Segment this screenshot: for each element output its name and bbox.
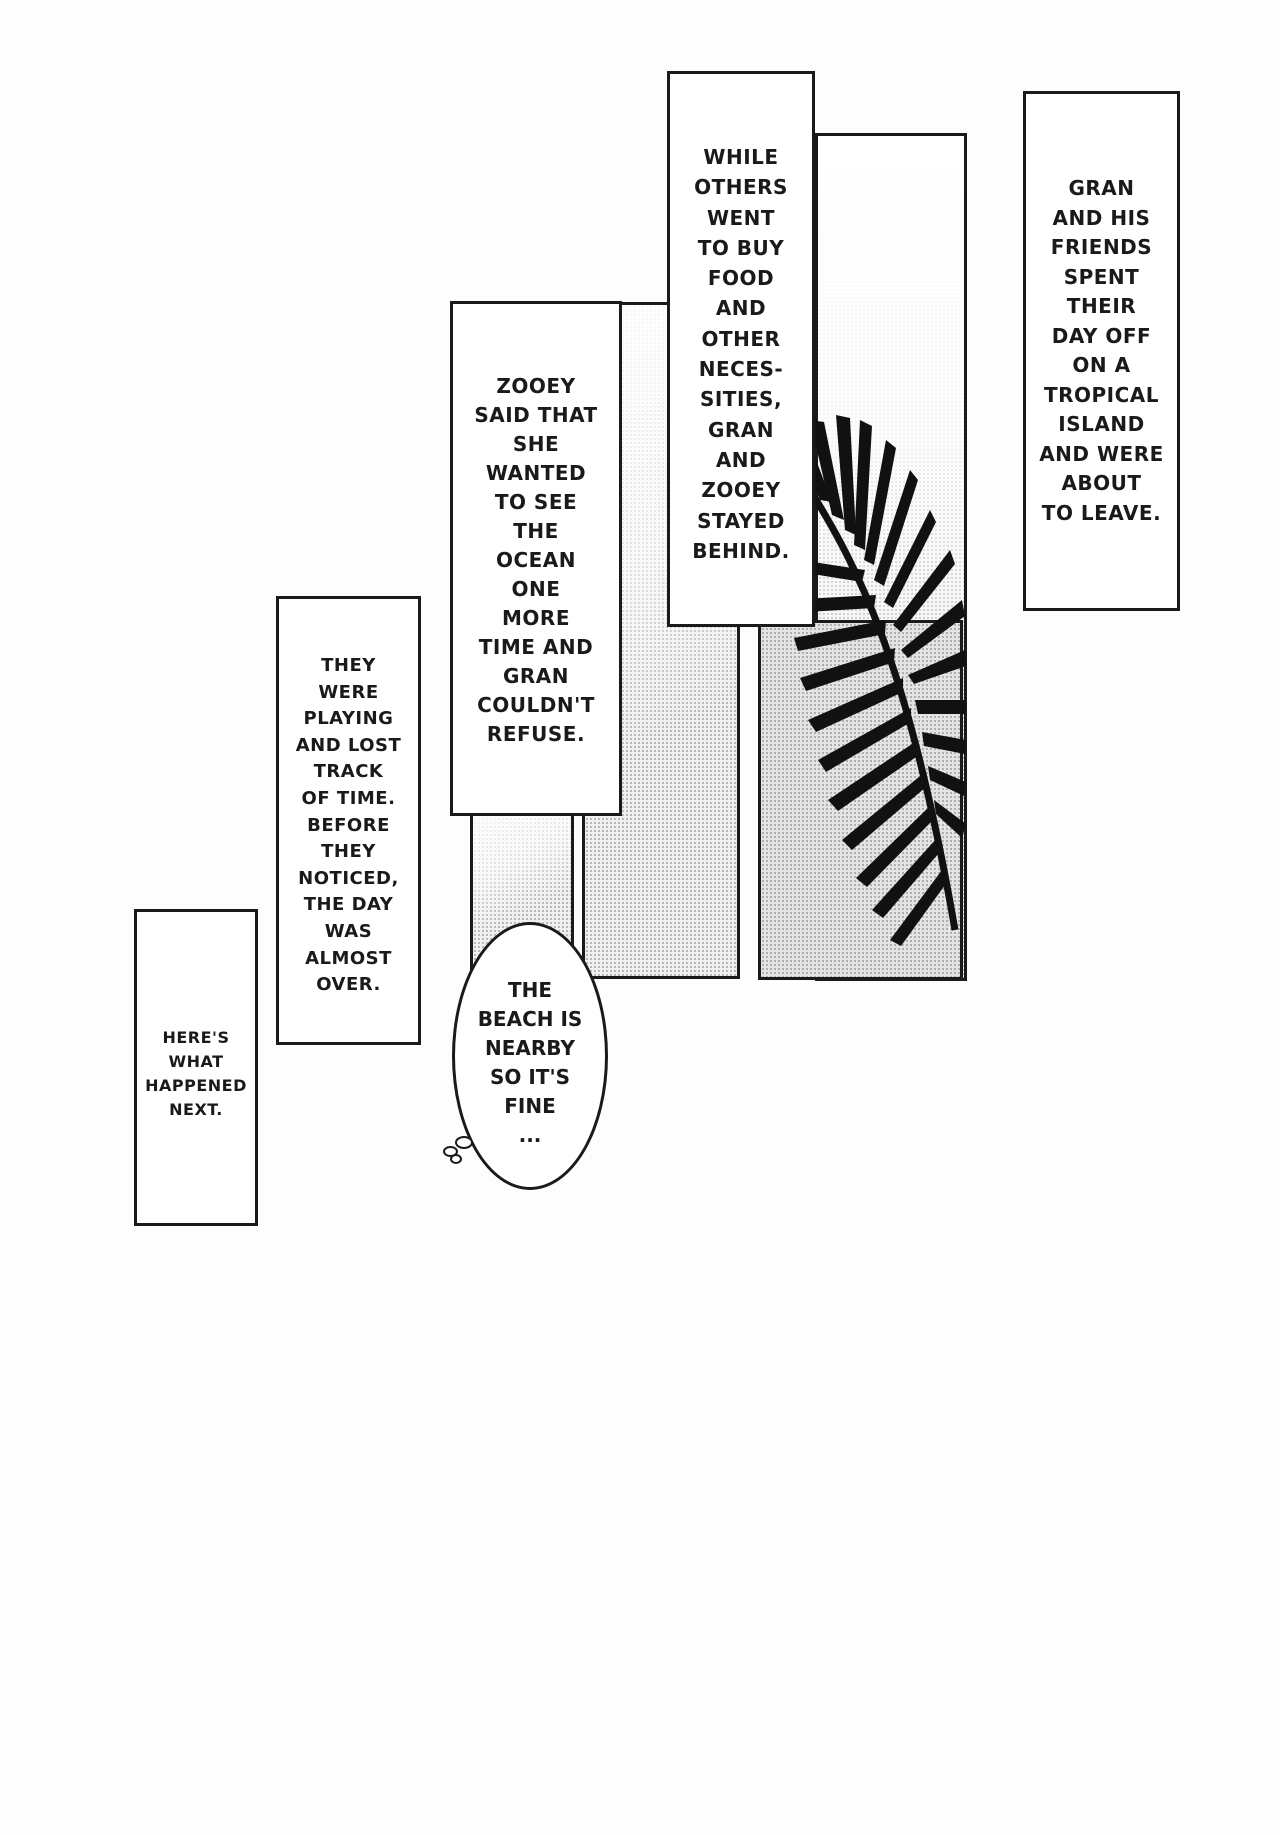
caption-text-heres-what: HERE'S WHAT HAPPENED NEXT. bbox=[145, 1028, 247, 1119]
palm-frond-illustration bbox=[790, 410, 970, 990]
caption-text-zooey-said: ZOOEY SAID THAT SHE WANTED TO SEE THE OCEAN ONE MORE TIME AND GRAN COULDN'T REFUSE. bbox=[474, 374, 598, 746]
caption-box-gran-friends bbox=[1023, 91, 1180, 611]
caption-text-while-others: WHILE OTHERS WENT TO BUY FOOD AND OTHER NECES- SITIES, GRAN AND ZOOEY STAYED BEHIND. bbox=[692, 145, 790, 563]
caption-box-they-were-playing bbox=[276, 596, 421, 1045]
caption-text-gran-friends: GRAN AND HIS FRIENDS SPENT THEIR DAY OFF ON A TROPICAL ISLAND AND WERE ABOUT TO LEAVE. bbox=[1039, 176, 1164, 525]
thought-bubble-text: THE BEACH IS NEARBY SO IT'S FINE ... bbox=[477, 978, 583, 1147]
caption-text-they-were-playing: THEY WERE PLAYING AND LOST TRACK OF TIME. BEFORE THEY NOTICED, THE DAY WAS ALMOST OVER. bbox=[295, 655, 402, 996]
caption-box-heres-what bbox=[134, 909, 258, 1226]
caption-box-while-others bbox=[667, 71, 815, 627]
thought-puff-large bbox=[455, 1136, 473, 1149]
thought-puff-small bbox=[450, 1154, 462, 1164]
caption-box-zooey-said bbox=[450, 301, 622, 816]
